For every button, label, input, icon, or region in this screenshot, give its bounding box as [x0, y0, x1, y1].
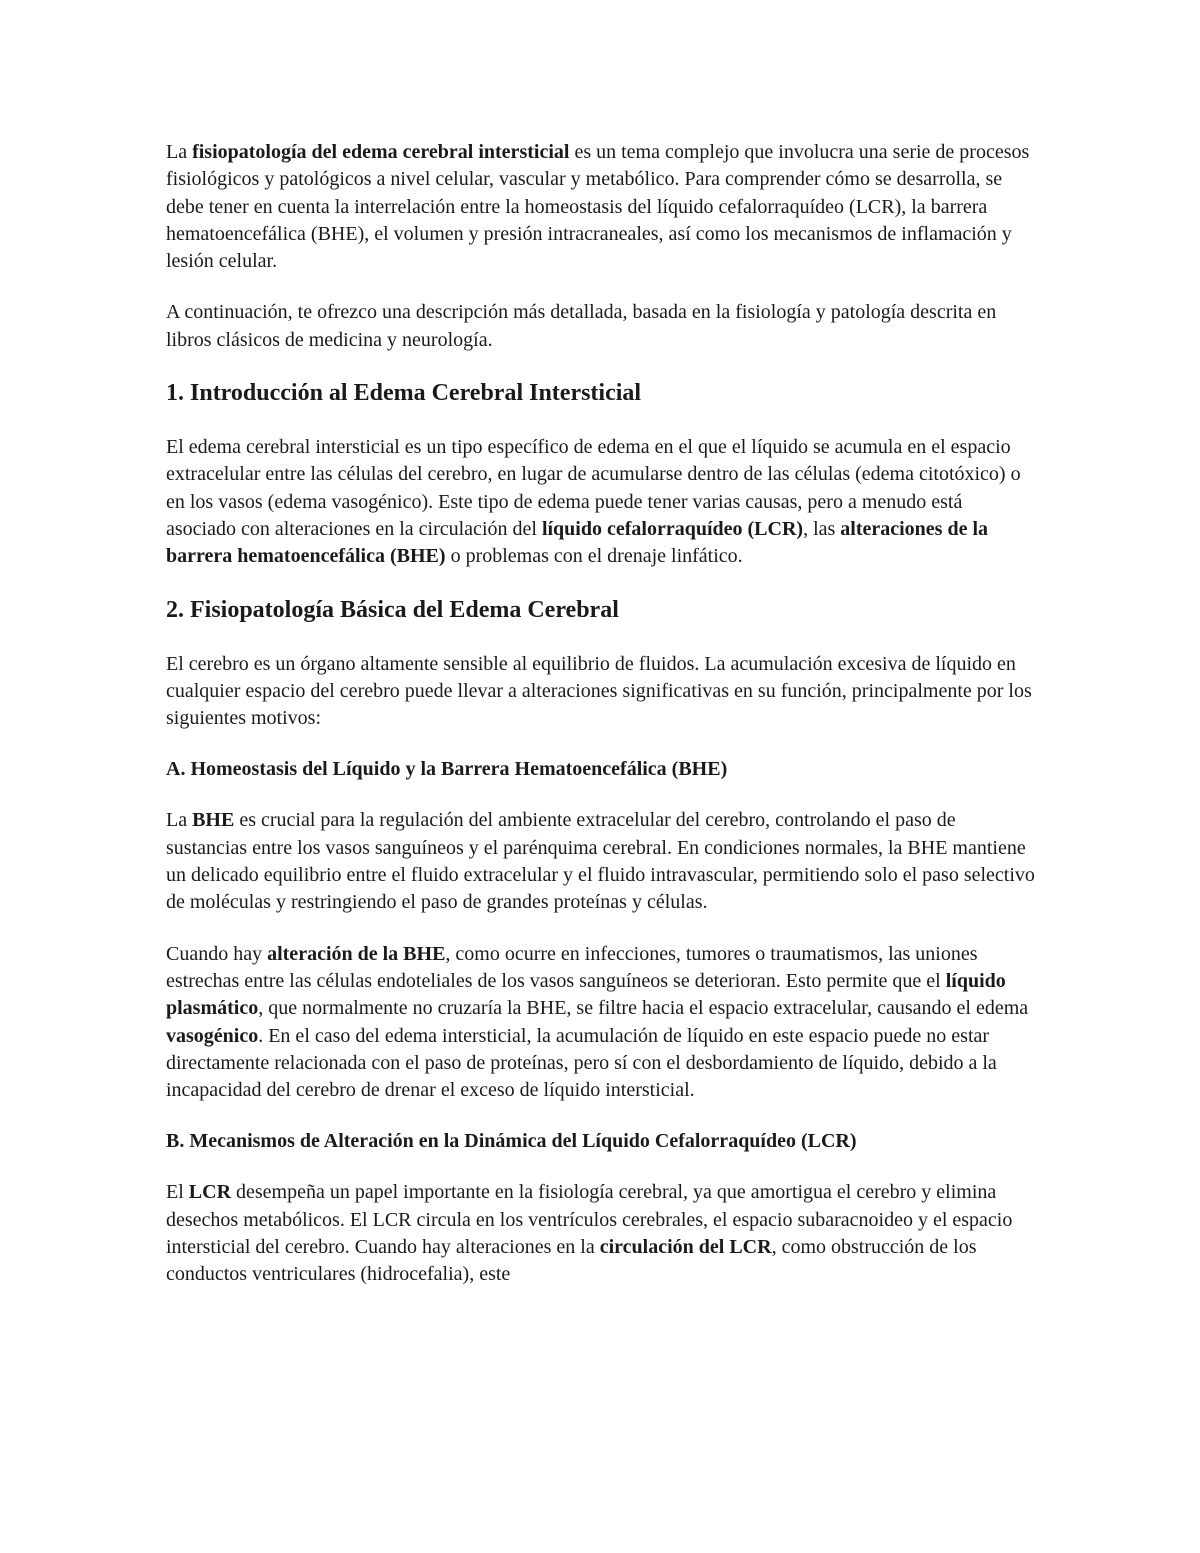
subsection-b-paragraph-1: El LCR desempeña un papel importante en la fisiología cerebral, ya que amortigua el cerebro y elimina desechos metabólicos. El LCR circula en los ventrículos cerebrales, el espacio subaracnoideo y el espacio intersticial del cerebro. Cuando hay alteraciones en la circulación del LCR, como obstrucción de los conductos ventriculares (hidrocefalia), este [166, 1181, 1013, 1286]
section-1-paragraph: El edema cerebral intersticial es un tipo específico de edema en el que el líquido se acumula en el espacio extracelular entre las células del cerebro, en lugar de acumularse dentro de las células (edema citotóxico) o en los vasos (edema vasogénico). Este tipo de edema puede tener varias causas, pero a menudo está asociado con alteraciones en la circulación del líquido cefalorraquídeo (LCR), las alteraciones de la barrera hematoencefálica (BHE) o problemas con el drenaje linfático. [166, 436, 1021, 568]
bold-term: circulación del LCR [599, 1236, 772, 1259]
bold-term: BHE [192, 809, 235, 832]
bold-term: vasogénico [166, 1024, 259, 1047]
bold-term: LCR [188, 1181, 232, 1204]
subsection-b-heading: B. Mecanismos de Alteración en la Dinámica del Líquido Cefalorraquídeo (LCR) [166, 1130, 857, 1153]
section-1-heading: 1. Introducción al Edema Cerebral Intersticial [166, 380, 642, 407]
intro-paragraph-1: La fisiopatología del edema cerebral intersticial es un tema complejo que involucra una serie de procesos fisiológicos y patológicos a nivel celular, vascular y metabólico. Para comprender cómo se desarrolla, se debe tener en cuenta la interrelación entre la homeostasis del líquido cefalorraquídeo (LCR), la barrera hematoencefálica (BHE), el volumen y presión intracraneales, así como los mecanismos de inflamación y lesión celular. [166, 141, 1030, 273]
subsection-a-paragraph-2: Cuando hay alteración de la BHE, como ocurre en infecciones, tumores o traumatismos, las uniones estrechas entre las células endoteliales de los vasos sanguíneos se deterioran. Esto permite que el líquido plasmático, que normalmente no cruzaría la BHE, se filtre hacia el espacio extracelular, causando el edema vasogénico. En el caso del edema intersticial, la acumulación de líquido en este espacio puede no estar directamente relacionada con el paso de proteínas, pero sí con el desbordamiento de líquido, debido a la incapacidad del cerebro de drenar el exceso de líquido intersticial. [166, 942, 1029, 1102]
section-2-heading: 2. Fisiopatología Básica del Edema Cerebral [166, 596, 619, 623]
bold-term: alteraciones de la barrera hematoencefálica (BHE) [166, 517, 989, 568]
section-2-paragraph: El cerebro es un órgano altamente sensible al equilibrio de fluidos. La acumulación excesiva de líquido en cualquier espacio del cerebro puede llevar a alteraciones significativas en su función, principalmente por los siguientes motivos: [166, 652, 1032, 730]
bold-term: líquido cefalorraquídeo (LCR) [541, 517, 804, 540]
bold-term: fisiopatología del edema cerebral intersticial [192, 141, 570, 163]
subsection-a-paragraph-1: La BHE es crucial para la regulación del ambiente extracelular del cerebro, controlando el paso de sustancias entre los vasos sanguíneos y el parénquima cerebral. En condiciones normales, la BHE mantiene un delicado equilibrio entre el fluido extracelular y el fluido intravascular, permitiendo solo el paso selectivo de moléculas y restringiendo el paso de grandes proteínas y células. [166, 809, 1035, 914]
subsection-a-heading: A. Homeostasis del Líquido y la Barrera Hematoencefálica (BHE) [166, 758, 728, 781]
document-page [166, 139, 1036, 1313]
bold-term: líquido plasmático [166, 969, 1006, 1020]
intro-paragraph-2: A continuación, te ofrezco una descripción más detallada, basada en la fisiología y patología descrita en libros clásicos de medicina y neurología. [166, 301, 997, 351]
bold-term: alteración de la BHE [267, 942, 446, 965]
